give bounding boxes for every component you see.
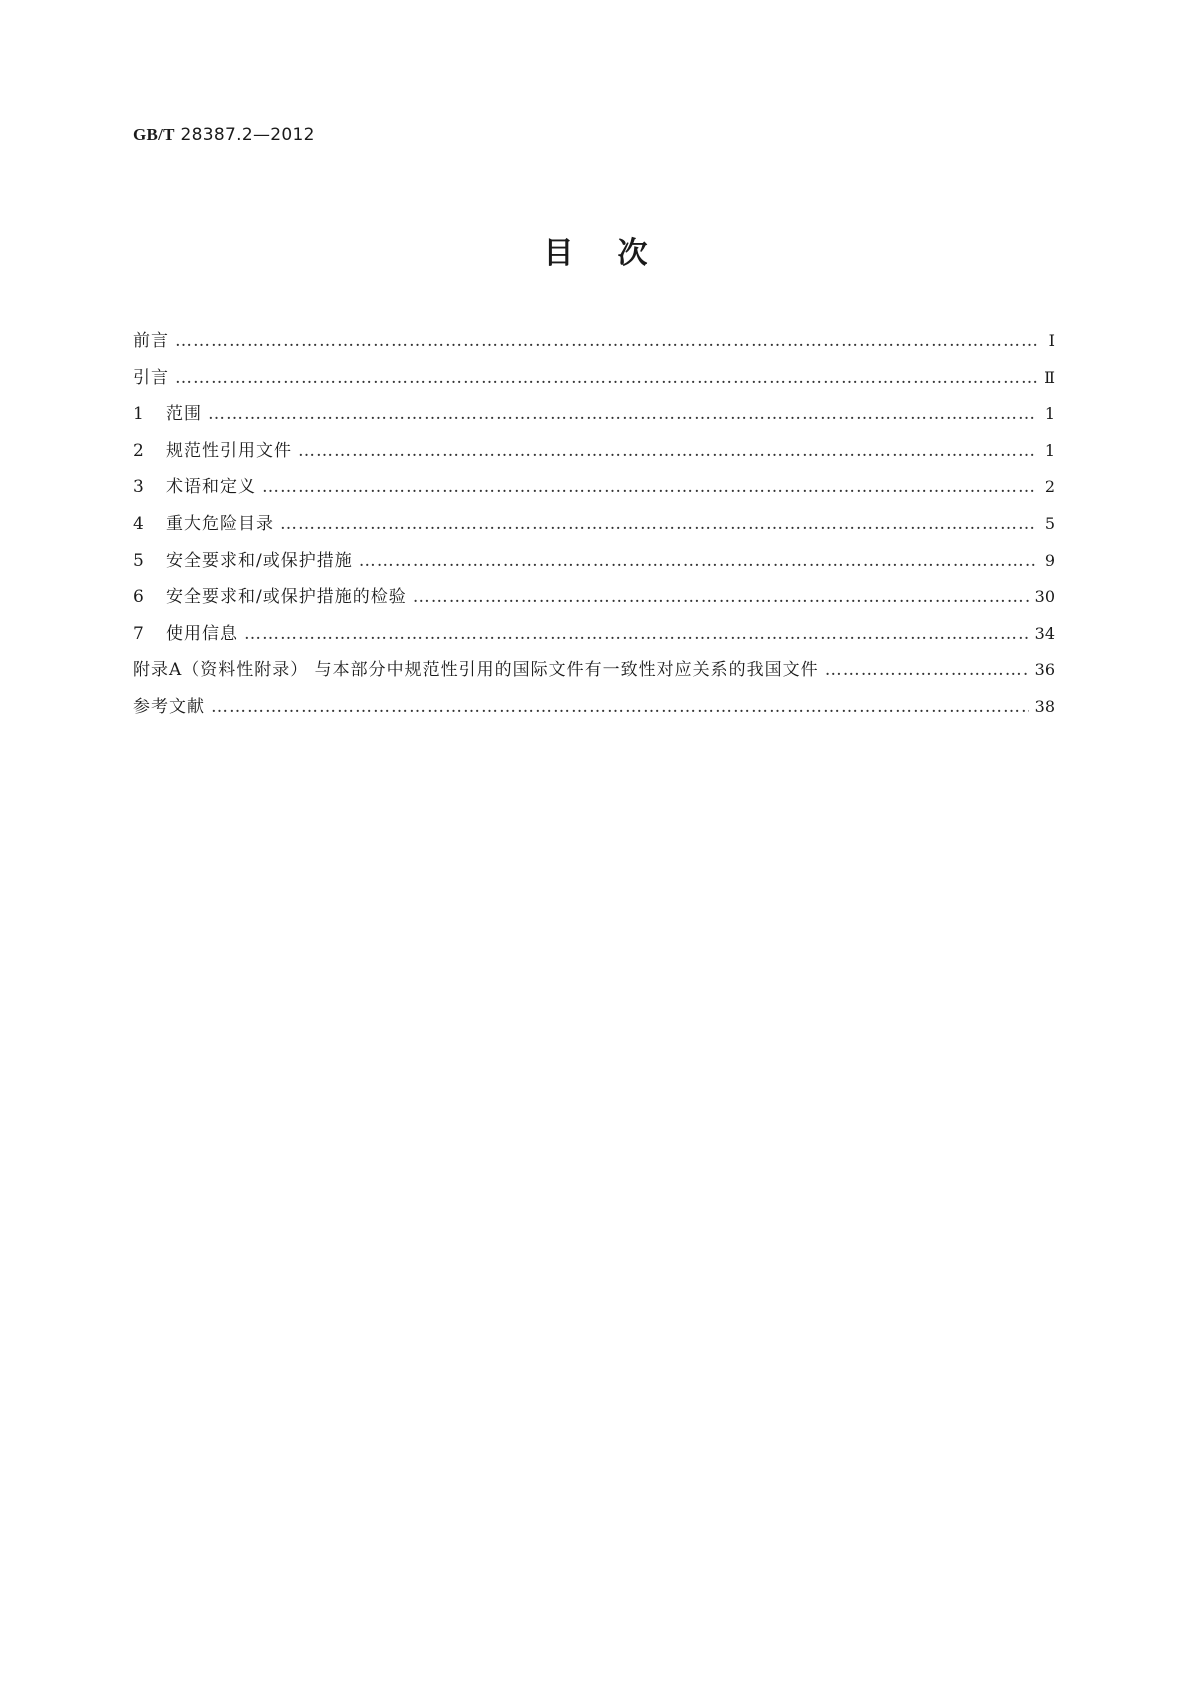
toc-number: 7 <box>133 623 144 644</box>
toc-label: 前言 <box>133 331 169 351</box>
toc-number: 4 <box>133 513 144 534</box>
toc-number: 6 <box>133 587 144 608</box>
toc-leader <box>298 441 1037 461</box>
toc-label: 引言 <box>133 367 169 388</box>
toc-leader <box>244 624 1029 644</box>
toc-page: Ⅰ <box>1048 331 1055 350</box>
toc-entry-6[interactable] <box>133 582 1055 619</box>
toc-label: 安全要求和/或保护措施的检验 <box>166 587 407 608</box>
toc-leader <box>175 331 1037 351</box>
toc-page: Ⅱ <box>1044 367 1055 387</box>
toc-label: 参考文献 <box>133 696 205 717</box>
toc-page: 38 <box>1034 696 1055 716</box>
toc-leader <box>359 551 1037 571</box>
toc-page: 2 <box>1044 477 1055 497</box>
toc-label: 术语和定义 <box>166 477 256 498</box>
toc-entry-7[interactable] <box>133 619 1055 656</box>
toc-entry-4[interactable] <box>133 509 1055 546</box>
standard-number: 28387.2—2012 <box>180 125 315 145</box>
toc-label: 规范性引用文件 <box>166 440 292 461</box>
toc-page: 34 <box>1034 623 1055 643</box>
toc-page: 30 <box>1034 587 1055 607</box>
toc-leader <box>413 587 1029 607</box>
toc-entry-1[interactable] <box>133 399 1055 436</box>
toc-label: 安全要求和/或保护措施 <box>166 550 353 571</box>
toc-leader <box>175 368 1037 388</box>
toc-label: 重大危险目录 <box>166 513 274 534</box>
table-of-contents <box>133 326 1055 729</box>
toc-entry-foreword[interactable] <box>133 326 1055 363</box>
toc-leader <box>825 660 1029 680</box>
standard-code <box>133 125 315 145</box>
toc-page: 9 <box>1044 550 1055 570</box>
toc-entry-bibliography[interactable] <box>133 692 1055 729</box>
standard-prefix: GB/T <box>133 125 175 144</box>
toc-leader <box>262 477 1037 497</box>
toc-page: 5 <box>1044 513 1055 533</box>
toc-label: 使用信息 <box>166 623 238 644</box>
toc-leader <box>211 697 1029 717</box>
toc-entry-5[interactable] <box>133 546 1055 583</box>
toc-entry-annex-a[interactable] <box>133 655 1055 692</box>
toc-entry-2[interactable] <box>133 436 1055 473</box>
toc-page: 36 <box>1034 660 1055 680</box>
toc-page: 1 <box>1044 404 1055 424</box>
toc-number: 2 <box>133 440 144 461</box>
toc-label: 附录A（资料性附录） 与本部分中规范性引用的国际文件有一致性对应关系的我国文件 <box>133 660 819 681</box>
toc-entry-3[interactable] <box>133 472 1055 509</box>
toc-entry-introduction[interactable] <box>133 363 1055 400</box>
toc-number: 1 <box>133 404 144 425</box>
toc-number: 5 <box>133 550 144 571</box>
toc-page: 1 <box>1044 440 1055 460</box>
toc-leader <box>280 514 1037 534</box>
toc-number: 3 <box>133 477 144 498</box>
toc-leader <box>208 404 1037 424</box>
page-title: 目次 <box>543 236 692 271</box>
toc-label: 范围 <box>166 404 202 425</box>
